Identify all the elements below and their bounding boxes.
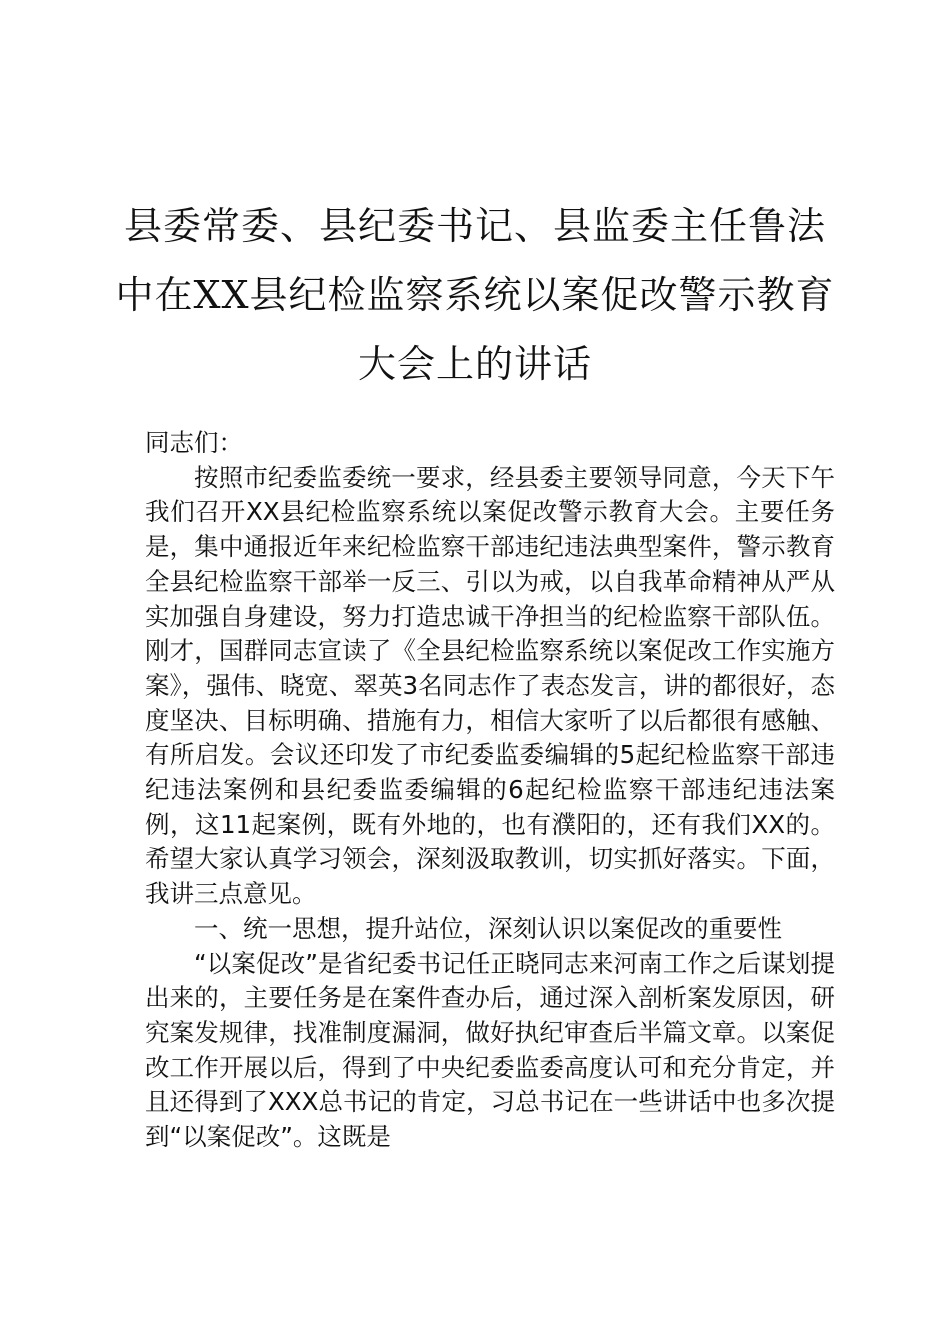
title-line-2: 中在XX县纪检监察系统以案促改警示教育 bbox=[115, 273, 835, 317]
section-heading-1: 一、统一思想，提升站位，深刻认识以案促改的重要性 bbox=[194, 913, 782, 943]
body-paragraph-2: “以案促改”是省纪委书记任正晓同志来河南工作之后谋划提出来的，主要任务是在案件查办后，通过深入剖析案发原因，研究案发规律，找准制度漏洞，做好执纪审查后半篇文章。以案促改工作开展以后，得到了中央纪委监委高度认可和充分肯定，并且还得到了XXX总书记的肯定，习总书记在一些讲话中也多次提到“以案促改”。这既是 bbox=[145, 948, 835, 1152]
body-paragraph-1: 按照市纪委监委统一要求，经县委主要领导同意，今天下午我们召开XX县纪检监察系统以案促改警示教育大会。主要任务是，集中通报近年来纪检监察干部违纪违法典型案件，警示教育全县纪检监察干部举一反三、引以为戒，以自我革命精神从严从实加强自身建设，努力打造忠诚干净担当的纪检监察干部队伍。刚才，国群同志宣读了《全县纪检监察系统以案促改工作实施方案》，强伟、晓宽、翠英3名同志作了表态发言，讲的都很好，态度坚决、目标明确、措施有力，相信大家听了以后都很有感触、有所启发。会议还印发了市纪委监委编辑的5起纪检监察干部违纪违法案例和县纪委监委编辑的6起纪检监察干部违纪违法案例，这11起案例，既有外地的，也有濮阳的，还有我们XX的。希望大家认真学习领会，深刻汲取教训，切实抓好落实。下面，我讲三点意见。 bbox=[145, 462, 835, 909]
document-body bbox=[145, 426, 835, 1155]
title-line-1: 县委常委、县纪委书记、县监委主任鲁法 bbox=[123, 204, 826, 248]
document-title bbox=[110, 192, 840, 399]
salutation: 同志们： bbox=[145, 428, 243, 457]
title-line-3: 大会上的讲话 bbox=[357, 342, 592, 386]
